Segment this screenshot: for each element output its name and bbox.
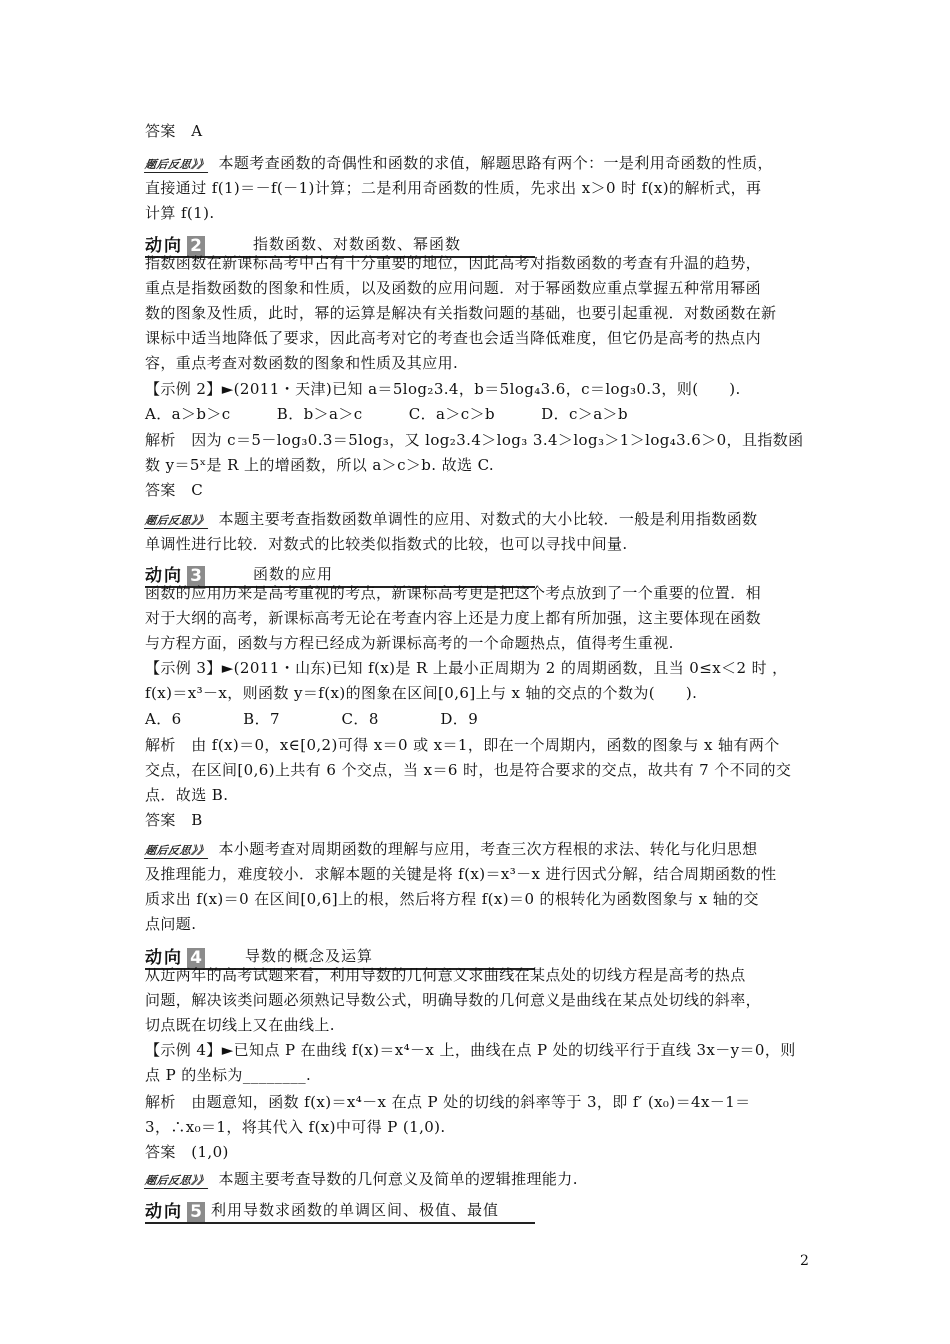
answer-line: 答案 A: [145, 122, 203, 140]
section-number: 5: [187, 1202, 205, 1222]
reflection-line: 题后反思》》 本题考查函数的奇偶性和函数的求值，解题思路有两个：一是利用奇函数的性质，: [144, 154, 773, 172]
reflection-tag: 题后反思》》: [144, 1174, 210, 1187]
text-line: 交点，在区间[0,6)上共有 6 个交点，当 x＝6 时，也是符合要求的交点，故共有 7 个不同的交: [145, 761, 792, 779]
example-line: 【示例 2】►(2011・天津)已知 a＝5log₂3.4，b＝5log₄3.6，c＝log₃0.3，则( ).: [145, 380, 741, 398]
text-line: f(x)＝x³－x，则函数 y＝f(x)的图象在区间[0,6]上与 x 轴的交点的个数为( ).: [145, 684, 698, 702]
text-line: 容，重点考查对数函数的图象和性质及其应用.: [145, 354, 459, 372]
text-line: 重点是指数函数的图象和性质，以及函数的应用问题．对于幂函数应重点掌握五种常用幂函: [145, 279, 762, 297]
example-line: 【示例 4】►已知点 P 在曲线 f(x)＝x⁴－x 上，曲线在点 P 处的切线平行于直线 3x－y＝0，则: [145, 1041, 796, 1059]
solution-line: 解析 由题意知，函数 f(x)＝x⁴－x 在点 P 处的切线的斜率等于 3，即 f′ (x₀)＝4x－1＝: [145, 1093, 751, 1111]
text-line: 点 P 的坐标为________.: [145, 1066, 312, 1084]
solution-line: 解析 因为 c＝5－log₃0.3＝5log₃，又 log₂3.4＞log₃ 3.4＞log₃＞1＞log₄3.6＞0，且指数函: [145, 431, 804, 449]
example-line: 【示例 3】►(2011・山东)已知 f(x)是 R 上最小正周期为 2 的周期函数，且当 0≤x＜2 时 ，: [145, 659, 788, 677]
solution-line: 解析 由 f(x)＝0，x∈[0,2)可得 x＝0 或 x＝1，即在一个周期内，函数的图象与 x 轴有两个: [145, 736, 780, 754]
section-label: 动向: [145, 1202, 183, 1222]
section-label: 动向: [145, 948, 183, 968]
reflection-line: 题后反思》》 本题主要考查导数的几何意义及简单的逻辑推理能力.: [144, 1170, 578, 1188]
section-heading-5: [145, 1194, 535, 1224]
reflection-tag: 题后反思》》: [144, 844, 210, 857]
text-line: 课标中适当地降低了要求，因此高考对它的考查也会适当降低难度，但它仍是高考的热点内: [145, 329, 762, 347]
answer-line: 答案 C: [145, 481, 204, 499]
text-line: 点问题.: [145, 915, 197, 933]
reflection-line: 题后反思》》 本小题考查对周期函数的理解与应用，考查三次方程根的求法、转化与化归思想: [144, 840, 758, 858]
text-line: 3，∴x₀＝1，将其代入 f(x)中可得 P (1,0).: [145, 1118, 446, 1136]
choices-line: A．a＞b＞c B．b＞a＞c C．a＞c＞b D．c＞a＞b: [145, 405, 628, 423]
text-line: 直接通过 f(1)＝－f(－1)计算；二是利用奇函数的性质，先求出 x＞0 时 f(x)的解析式，再: [145, 179, 762, 197]
section-title: 函数的应用: [253, 565, 334, 583]
text-line: 从近两年的高考试题来看，利用导数的几何意义求曲线在某点处的切线方程是高考的热点: [145, 966, 746, 984]
text-line: 指数函数在新课标高考中占有十分重要的地位，因此高考对指数函数的考查有升温的趋势，: [145, 254, 762, 272]
text-line: 及推理能力，难度较小．求解本题的关键是将 f(x)＝x³－x 进行因式分解，结合周期函数的性: [145, 865, 777, 883]
text-line: 点．故选 B.: [145, 786, 229, 804]
answer-line: 答案 B: [145, 811, 203, 829]
text-line: 切点既在切线上又在曲线上.: [145, 1016, 335, 1034]
text-line: 计算 f(1).: [145, 204, 215, 222]
text-line: 函数的应用历来是高考重视的考点，新课标高考更是把这个考点放到了一个重要的位置．相: [145, 584, 762, 602]
choices-line: A．6 B．7 C．8 D．9: [145, 710, 479, 728]
section-label: 动向: [145, 236, 183, 256]
reflection-tag: 题后反思》》: [144, 158, 210, 171]
section-rule: [145, 1222, 535, 1224]
text-line: 与方程方面，函数与方程已经成为新课标高考的一个命题热点，值得考生重视.: [145, 634, 674, 652]
text-line: 问题，解决该类问题必须熟记导数公式，明确导数的几何意义是曲线在某点处切线的斜率，: [145, 991, 762, 1009]
text-line: 数的图象及性质，此时，幂的运算是解决有关指数问题的基础，也要引起重视．对数函数在新: [145, 304, 777, 322]
section-title: 利用导数求函数的单调区间、极值、最值: [211, 1201, 500, 1219]
section-title: 指数函数、对数函数、幂函数: [253, 235, 462, 253]
section-label: 动向: [145, 566, 183, 586]
reflection-line: 题后反思》》 本题主要考查指数函数单调性的应用、对数式的大小比较．一般是利用指数函数: [144, 510, 758, 528]
answer-line: 答案 (1,0): [145, 1143, 229, 1161]
section-title: 导数的概念及运算: [245, 947, 374, 965]
page-number: 2: [800, 1253, 809, 1269]
section-number: 4: [187, 948, 205, 968]
section-number: 2: [187, 236, 205, 256]
text-line: 单调性进行比较．对数式的比较类似指数式的比较，也可以寻找中间量.: [145, 535, 628, 553]
section-number: 3: [187, 566, 205, 586]
text-line: 数 y＝5ˣ是 R 上的增函数，所以 a＞c＞b. 故选 C.: [145, 456, 495, 474]
reflection-tag: 题后反思》》: [144, 514, 210, 527]
text-line: 对于大纲的高考，新课标高考无论在考查内容上还是力度上都有所加强，这主要体现在函数: [145, 609, 762, 627]
text-line: 质求出 f(x)＝0 在区间[0,6]上的根，然后将方程 f(x)＝0 的根转化为函数图象与 x 轴的交: [145, 890, 759, 908]
